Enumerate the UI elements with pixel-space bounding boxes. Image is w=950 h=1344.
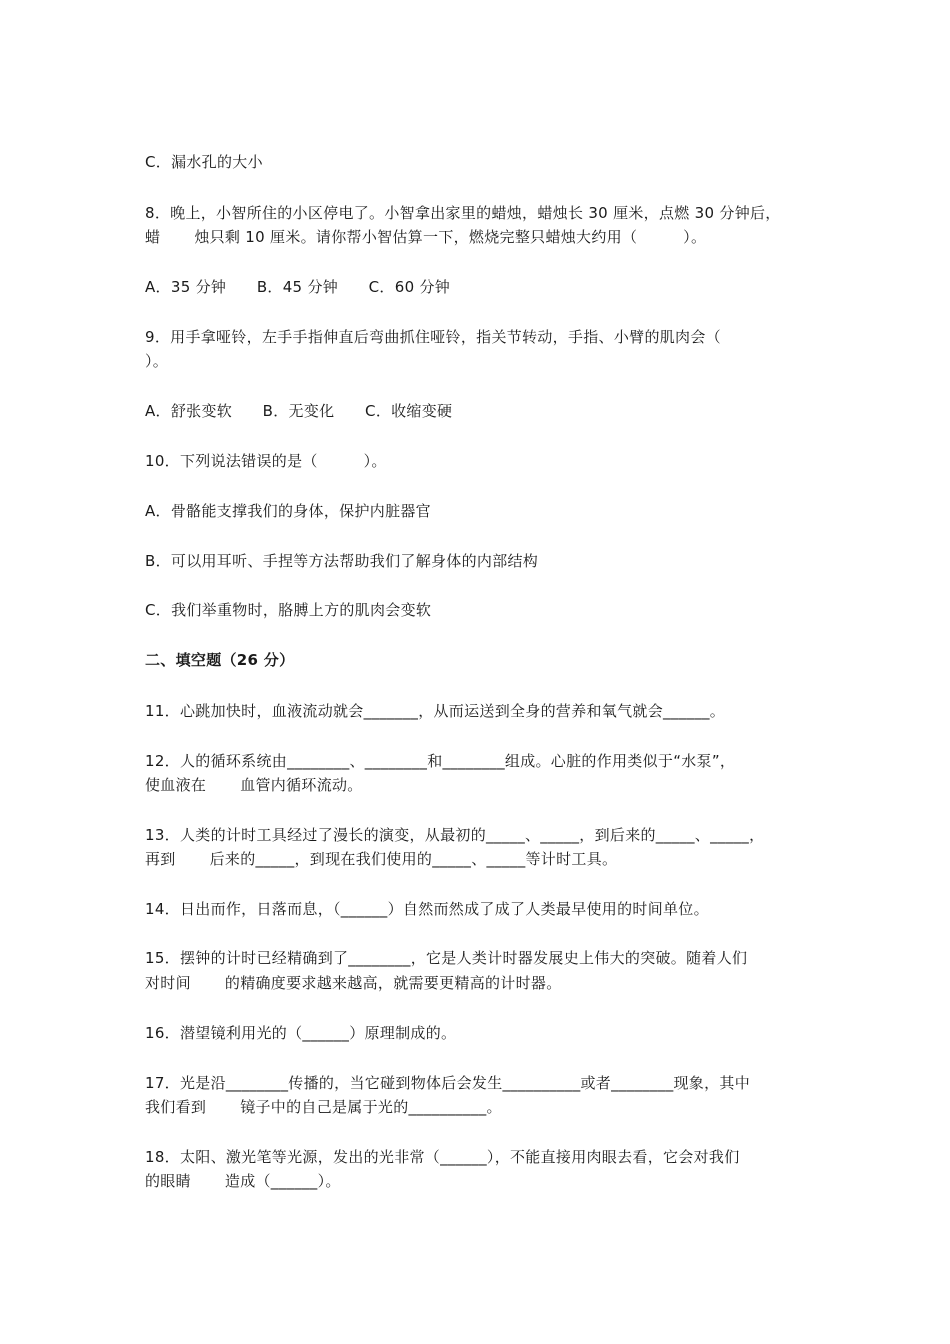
q15-line-2-start: 对时间 — [145, 974, 191, 992]
document-page — [145, 0, 815, 1344]
q8-line-2 — [145, 227, 706, 247]
section-title-fill-in: 二、填空题（26 分） — [145, 651, 295, 669]
q17-line-2-rest: 镜子中的自己是属于光的__________。 — [240, 1098, 502, 1116]
q12-line-2 — [145, 775, 363, 795]
q8-line-2-rest: 烛只剩 10 厘米。请你帮小智估算一下，燃烧完整只蜡烛大约用（ ）。 — [194, 228, 707, 246]
q10-option-a: A．骨骼能支撑我们的身体，保护内脏器官 — [145, 502, 431, 520]
q7-option-c: C．漏水孔的大小 — [145, 153, 263, 171]
q18-line-1: 18．太阳、激光笔等光源，发出的光非常（______），不能直接用肉眼去看，它会对我们 — [145, 1148, 740, 1166]
q15-line-2-rest: 的精确度要求越来越高，就需要更精高的计时器。 — [224, 974, 562, 992]
q9-options: A．舒张变软 B．无变化 C．收缩变硬 — [145, 402, 453, 420]
q12-line-2-rest: 血管内循环流动。 — [240, 776, 363, 794]
q18-line-2 — [145, 1171, 341, 1191]
q13-line-1: 13．人类的计时工具经过了漫长的演变，从最初的_____、_____，到后来的_____、_____， — [145, 826, 765, 844]
q12-line-2-start: 使血液在 — [145, 776, 207, 794]
q17-line-1: 17．光是沿________传播的，当它碰到物体后会发生__________或者________现象，其中 — [145, 1074, 750, 1092]
q15-line-1: 15．摆钟的计时已经精确到了________，它是人类计时器发展史上伟大的突破。随着人们 — [145, 949, 748, 967]
q15-line-2 — [145, 973, 562, 993]
q8-line-2-start: 蜡 — [145, 228, 161, 246]
q14-line-1: 14．日出而作，日落而息，（______）自然而然成了成了人类最早使用的时间单位。 — [145, 900, 709, 918]
q10-option-c: C．我们举重物时，胳膊上方的肌肉会变软 — [145, 601, 432, 619]
q16-line-1: 16．潜望镜利用光的（______）原理制成的。 — [145, 1024, 457, 1042]
q10-stem: 10．下列说法错误的是（ ）。 — [145, 452, 387, 470]
q13-line-2-start: 再到 — [145, 850, 176, 868]
q11-line-1: 11．心跳加快时，血液流动就会_______，从而运送到全身的营养和氧气就会______。 — [145, 702, 726, 720]
q9-line-2: ）。 — [145, 352, 169, 370]
q17-line-2-start: 我们看到 — [145, 1098, 207, 1116]
q17-line-2 — [145, 1097, 502, 1117]
q10-option-b: B．可以用耳听、手捏等方法帮助我们了解身体的内部结构 — [145, 552, 539, 570]
q13-line-2-rest: 后来的_____，到现在我们使用的_____、_____等计时工具。 — [209, 850, 618, 868]
q13-line-2 — [145, 849, 617, 869]
q18-line-2-rest: 造成（______）。 — [224, 1172, 341, 1190]
q18-line-2-start: 的眼睛 — [145, 1172, 191, 1190]
q8-line-1: 8．晚上，小智所住的小区停电了。小智拿出家里的蜡烛，蜡烛长 30 厘米，点燃 30 分钟后， — [145, 204, 781, 222]
q9-line-1: 9．用手拿哑铃，左手手指伸直后弯曲抓住哑铃，指关节转动，手指、小臂的肌肉会（ — [145, 328, 721, 346]
q12-line-1: 12．人的循环系统由________、________和________组成。心脏的作用类似于“水泵”， — [145, 752, 736, 770]
q8-options: A．35 分钟 B．45 分钟 C．60 分钟 — [145, 278, 451, 296]
